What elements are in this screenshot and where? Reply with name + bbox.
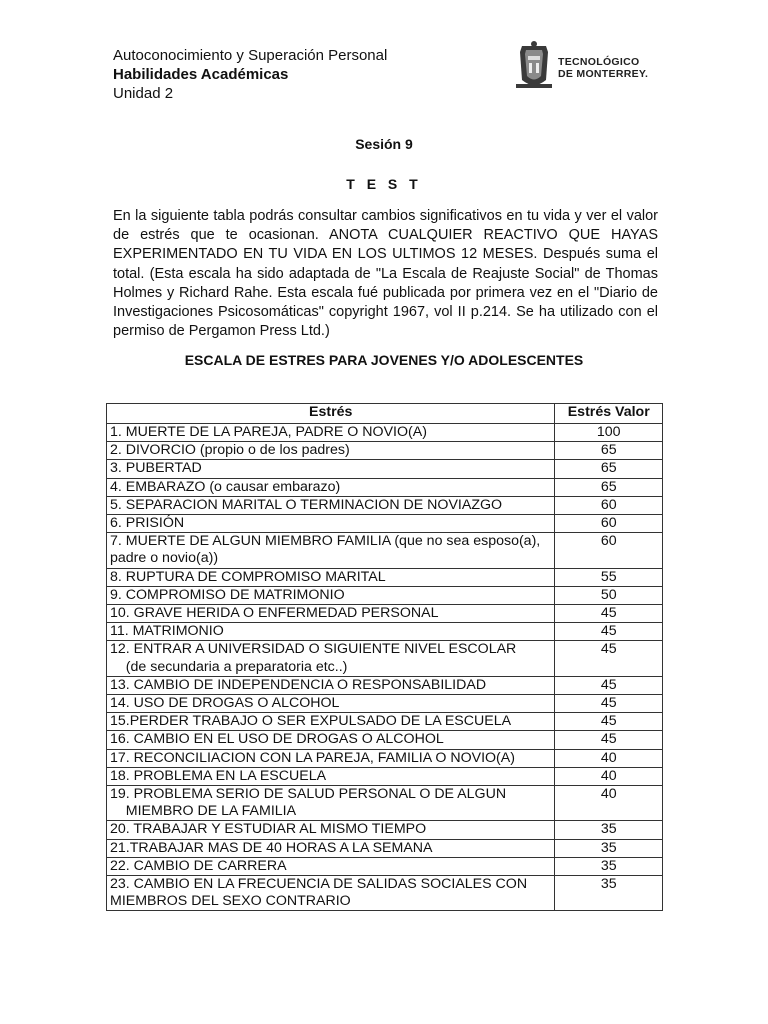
- stress-item-name: 11. MATRIMONIO: [107, 623, 555, 641]
- stress-item-value: 40: [555, 767, 663, 785]
- stress-item-value: 60: [555, 496, 663, 514]
- table-row: [107, 767, 663, 785]
- stress-item-name: 18. PROBLEMA EN LA ESCUELA: [107, 767, 555, 785]
- stress-item-value: 45: [555, 695, 663, 713]
- stress-item-name: 15.PERDER TRABAJO O SER EXPULSADO DE LA ESCUELA: [107, 713, 555, 731]
- stress-item-value: 35: [555, 839, 663, 857]
- table-header-row: [107, 404, 663, 424]
- table-row: [107, 676, 663, 694]
- stress-item-value: 50: [555, 586, 663, 604]
- stress-scale-table: [106, 403, 663, 911]
- stress-item-name: 2. DIVORCIO (propio o de los padres): [107, 442, 555, 460]
- table-row: [107, 641, 663, 676]
- table-body: [107, 424, 663, 911]
- table-row: [107, 695, 663, 713]
- tec-seal-icon: [514, 40, 554, 90]
- table-row: [107, 876, 663, 911]
- session-title: Sesión 9: [355, 136, 413, 152]
- stress-item-name: 17. RECONCILIACION CON LA PAREJA, FAMILIA O NOVIO(A): [107, 749, 555, 767]
- course-subtitle: Habilidades Académicas: [113, 66, 289, 83]
- stress-item-value: 45: [555, 713, 663, 731]
- stress-item-value: 35: [555, 821, 663, 839]
- tec-logo: [514, 40, 664, 90]
- stress-item-name: 4. EMBARAZO (o causar embarazo): [107, 478, 555, 496]
- table-row: [107, 442, 663, 460]
- stress-item-value: 45: [555, 623, 663, 641]
- stress-item-name: 5. SEPARACION MARITAL O TERMINACION DE NOVIAZGO: [107, 496, 555, 514]
- stress-item-value: 45: [555, 676, 663, 694]
- stress-item-name: 10. GRAVE HERIDA O ENFERMEDAD PERSONAL: [107, 605, 555, 623]
- stress-item-name: 13. CAMBIO DE INDEPENDENCIA O RESPONSABILIDAD: [107, 676, 555, 694]
- stress-item-name: 19. PROBLEMA SERIO DE SALUD PERSONAL O DE ALGUN MIEMBRO DE LA FAMILIA: [107, 786, 555, 821]
- stress-item-value: 40: [555, 749, 663, 767]
- logo-line-2: DE MONTERREY.: [558, 68, 649, 80]
- stress-item-value: 55: [555, 568, 663, 586]
- course-title: Autoconocimiento y Superación Personal: [113, 47, 388, 64]
- unit-label: Unidad 2: [113, 85, 174, 102]
- table-row: [107, 713, 663, 731]
- stress-item-value: 45: [555, 641, 663, 676]
- table-row: [107, 731, 663, 749]
- stress-item-value: 65: [555, 442, 663, 460]
- table-row: [107, 749, 663, 767]
- table-row: [107, 496, 663, 514]
- stress-item-value: 60: [555, 533, 663, 568]
- table-row: [107, 786, 663, 821]
- stress-item-name: 16. CAMBIO EN EL USO DE DROGAS O ALCOHOL: [107, 731, 555, 749]
- table-row: [107, 623, 663, 641]
- table-row: [107, 478, 663, 496]
- table-row: [107, 839, 663, 857]
- stress-item-value: 45: [555, 605, 663, 623]
- stress-item-name: 14. USO DE DROGAS O ALCOHOL: [107, 695, 555, 713]
- stress-item-value: 60: [555, 515, 663, 533]
- stress-item-name: 7. MUERTE DE ALGUN MIEMBRO FAMILIA (que no sea esposo(a), padre o novio(a)): [107, 533, 555, 568]
- table-row: [107, 460, 663, 478]
- stress-item-name: 21.TRABAJAR MAS DE 40 HORAS A LA SEMANA: [107, 839, 555, 857]
- stress-item-name: 22. CAMBIO DE CARRERA: [107, 857, 555, 875]
- stress-item-value: 35: [555, 857, 663, 875]
- table-row: [107, 424, 663, 442]
- stress-item-name: 1. MUERTE DE LA PAREJA, PADRE O NOVIO(A): [107, 424, 555, 442]
- stress-item-name: 9. COMPROMISO DE MATRIMONIO: [107, 586, 555, 604]
- table-row: [107, 568, 663, 586]
- intro-paragraph: En la siguiente tabla podrás consultar cambios significativos en tu vida y ver el valor de estrés que te ocasionan. ANOTA CUALQUIER REACTIVO QUE HAYAS EXPERIMENTADO EN TU VIDA EN LOS ULTIMOS 12 MESES. Después suma el total. (Esta escala ha sido adaptada de "La Escala de Reajuste Social" de Thomas Holmes y Richard Rahe. Esta escala fué publicada por primera vez en el "Diario de Investigaciones Psicosomáticas" copyright 1967, vol II p.214. Se ha utilizado con el permiso de Pergamon Press Ltd.): [113, 208, 658, 340]
- stress-item-value: 45: [555, 731, 663, 749]
- header-stress-value: Estrés Valor: [555, 404, 663, 424]
- stress-item-name: 23. CAMBIO EN LA FRECUENCIA DE SALIDAS SOCIALES CON MIEMBROS DEL SEXO CONTRARIO: [107, 876, 555, 911]
- stress-item-name: 12. ENTRAR A UNIVERSIDAD O SIGUIENTE NIVEL ESCOLAR (de secundaria a preparatoria etc..): [107, 641, 555, 676]
- table-row: [107, 533, 663, 568]
- table-row: [107, 857, 663, 875]
- document-header: [113, 46, 413, 103]
- stress-item-value: 40: [555, 786, 663, 821]
- logo-line-1: TECNOLÓGICO: [558, 56, 640, 68]
- table-row: [107, 605, 663, 623]
- stress-item-value: 35: [555, 876, 663, 911]
- table-row: [107, 821, 663, 839]
- stress-item-value: 65: [555, 478, 663, 496]
- stress-item-name: 8. RUPTURA DE COMPROMISO MARITAL: [107, 568, 555, 586]
- table-row: [107, 515, 663, 533]
- scale-title: ESCALA DE ESTRES PARA JOVENES Y/O ADOLESCENTES: [184, 352, 584, 368]
- tec-logo-text: [558, 56, 648, 80]
- stress-item-value: 100: [555, 424, 663, 442]
- table-row: [107, 586, 663, 604]
- stress-item-name: 6. PRISIÓN: [107, 515, 555, 533]
- stress-item-value: 65: [555, 460, 663, 478]
- test-title: T E S T: [346, 176, 422, 192]
- header-stress: Estrés: [107, 404, 555, 424]
- stress-item-name: 20. TRABAJAR Y ESTUDIAR AL MISMO TIEMPO: [107, 821, 555, 839]
- stress-item-name: 3. PUBERTAD: [107, 460, 555, 478]
